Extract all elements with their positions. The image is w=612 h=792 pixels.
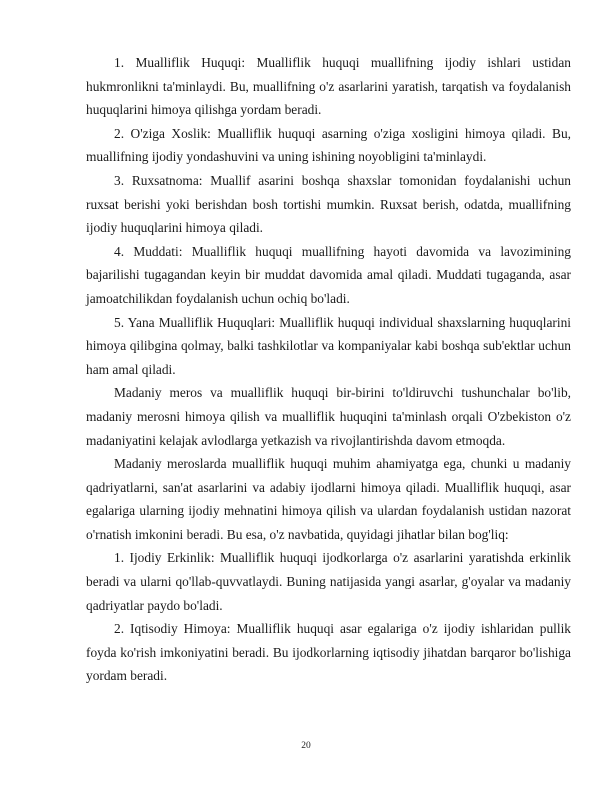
page-body [86,51,571,688]
paragraph-permission: 3. Ruxsatnoma: Muallif asarini boshqa shaxslar tomonidan foydalanishi uchun ruxsat berishi yoki berishdan bosh tortishi mumkin. Ruxsat berish, odatda, muallifning ijodiy huquqlarini himoya qiladi. [86,172,571,236]
paragraph-importance: Madaniy meroslarda mualliflik huquqi muhim ahamiyatga ega, chunki u madaniy qadriyatlarni, san'at asarlarini va adabiy ijodlarni himoya qiladi. Mualliflik huquqi, asar egalariga ularning ijodiy mehnatini himoya qilish va ulardan foydalanish ustidan nazorat o'rnatish imkonini beradi. Bu esa, o'z navbatida, quyidagi jihatlar bilan bog'liq: [86,456,571,542]
page-number: 20 [301,741,311,751]
paragraph-creative-freedom: 1. Ijodiy Erkinlik: Mualliflik huquqi ijodkorlarga o'z asarlarini yaratishda erkinlik beradi va ularni qo'llab-quvvatlaydi. Buning natijasida yangi asarlar, g'oyalar va madaniy qadriyatlar paydo bo'ladi. [86,550,571,613]
paragraph-economic-protection: 2. Iqtisodiy Himoya: Mualliflik huquqi asar egalariga o'z ijodiy ishlaridan pullik foyda ko'rish imkoniyatini beradi. Bu ijodkorlarning iqtisodiy jihatdan barqaror bo'lishiga yordam beradi. [86,621,571,684]
paragraph-other-rights: 5. Yana Mualliflik Huquqlari: Mualliflik huquqi individual shaxslarning huquqlarini himoya qilibgina qolmay, balki tashkilotlar va kompaniyalar kabi boshqa sub'ektlar uchun ham amal qiladi. [86,314,571,377]
paragraph-cultural-heritage: Madaniy meros va mualliflik huquqi bir-birini to'ldiruvchi tushunchalar bo'lib, madaniy merosni himoya qilish va mualliflik huquqini ta'minlash orqali O'zbekiston o'z madaniyatini kelajak avlodlarga yetkazish va rivojlantirishda davom etmoqda. [86,385,571,448]
paragraph-duration: 4. Muddati: Mualliflik huquqi muallifning hayoti davomida va lavozimining bajarilishi tugagandan keyin bir muddat davomida amal qiladi. Muddati tugaganda, asar jamoatchilikdan foydalanish uchun ochiq bo'ladi. [86,243,571,306]
paragraph-originality: 2. O'ziga Xoslik: Mualliflik huquqi asarning o'ziga xosligini himoya qiladi. Bu, muallifning ijodiy yondashuvini va uning ishining noyobligini ta'minlaydi. [86,125,571,165]
paragraph-copyright-definition: 1. Mualliflik Huquqi: Mualliflik huquqi muallifning ijodiy ishlari ustidan hukmronlikni ta'minlaydi. Bu, muallifning o'z asarlarini yaratish, tarqatish va foydalanish huquqlarini himoya qilishga yordam beradi. [86,55,571,118]
